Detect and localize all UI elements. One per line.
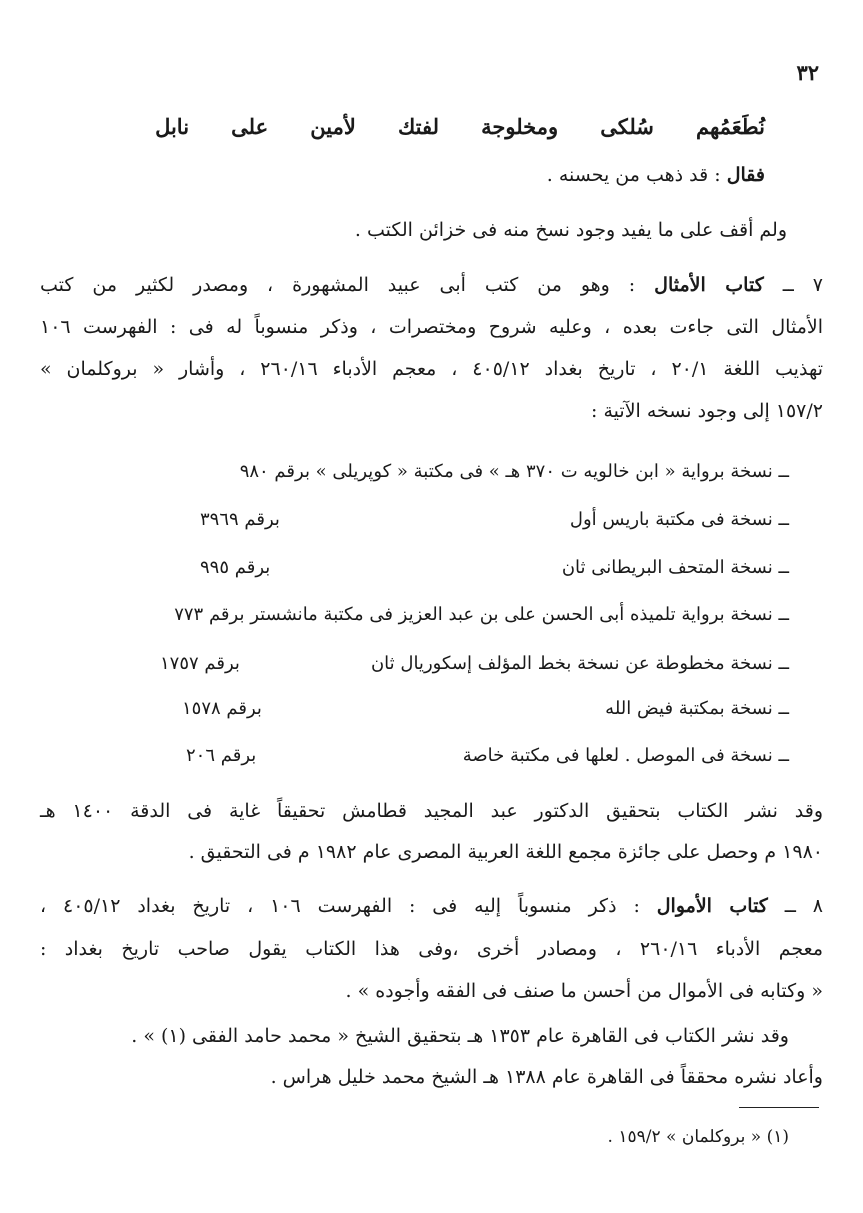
copy-item-number: برقم ٣٩٦٩ <box>200 509 280 530</box>
copy-item-source: ــ نسخة المتحف البريطانى ثان <box>561 557 789 578</box>
footnote-divider <box>739 1107 819 1108</box>
qal-label: فقال <box>726 164 765 186</box>
copy-item-source: ــ نسخة برواية « ابن خالويه ت ٣٧٠ هـ » فى مكتبة « كوپريلى » برقم ٩٨٠ <box>239 461 789 482</box>
verse-word: نُطَعَمُهم <box>696 114 765 139</box>
verse-word: لفتك <box>397 114 440 139</box>
copy-item-number: برقم ٩٩٥ <box>200 557 271 578</box>
section8-publish-2: وأعاد نشره محققاً فى القاهرة عام ١٣٨٨ هـ الشيخ محمد خليل هراس . <box>270 1066 823 1088</box>
section7-line-3: تهذيب اللغة ٢٠/١ ، تاريخ بغداد ٤٠٥/١٢ ، معجم الأدباء ٢٦٠/١٦ ، وأشار « بروكلمان » <box>40 358 823 380</box>
section8-publish-1: وقد نشر الكتاب فى القاهرة عام ١٣٥٣ هـ بتحقيق الشيخ « محمد حامد الفقى (١) » . <box>131 1025 789 1047</box>
copy-item-number: برقم ٢٠٦ <box>186 745 257 766</box>
verse-word: ومخلوجة <box>481 114 559 139</box>
poetry-verse <box>155 112 765 142</box>
copy-item-source: ــ نسخة برواية تلميذه أبى الحسن على بن عبد العزيز فى مكتبة مانشستر برقم ٧٧٣ <box>174 604 789 625</box>
verse-word: سُلكى <box>600 114 654 139</box>
section7-publish-1: وقد نشر الكتاب بتحقيق الدكتور عبد المجيد قطامش تحقيقاً غاية فى الدقة ١٤٠٠ هـ <box>40 800 823 822</box>
no-copies-line: ولم أقف على ما يفيد وجود نسخ منه فى خزائن الكتب . <box>354 219 787 241</box>
copy-item-number: برقم ١٥٧٨ <box>182 698 262 719</box>
qal-line <box>547 161 765 189</box>
section7-title: كتاب الأمثال <box>654 274 764 296</box>
section7-line-4: ١٥٧/٢ إلى وجود نسخه الآتية : <box>591 400 823 422</box>
section8-line-1-text: : ذكر منسوباً إليه فى : الفهرست ١٠٦ ، تاريخ بغداد ٤٠٥/١٢ ، <box>40 895 640 917</box>
section8-number: ٨ ــ <box>784 895 823 917</box>
verse-word: نابل <box>155 114 190 139</box>
verse-word: لأمين <box>310 114 356 139</box>
section7-publish-2: ١٩٨٠ م وحصل على جائزة مجمع اللغة العربية المصرى عام ١٩٨٢ م فى التحقيق . <box>188 841 823 863</box>
copy-item-source: ــ نسخة فى مكتبة باريس أول <box>569 509 789 530</box>
section8-line-3: « وكتابه فى الأموال من أحسن ما صنف فى الفقه وأجوده » . <box>345 980 823 1002</box>
section8-line-2: معجم الأدباء ٢٦٠/١٦ ، ومصادر أخرى ،وفى هذا الكتاب يقول صاحب تاريخ بغداد : <box>40 938 823 960</box>
section7-line-1 <box>40 271 823 299</box>
footnote: (١) « بروكلمان » ١٥٩/٢ . <box>607 1127 789 1147</box>
copy-item-source: ــ نسخة بمكتبة فيض الله <box>605 698 789 719</box>
section7-line-2: الأمثال التى جاءت بعده ، وعليه شروح ومختصرات ، وذكر منسوباً له فى : الفهرست ١٠٦ <box>40 316 823 338</box>
section7-number: ٧ ــ <box>782 274 823 296</box>
copy-item-source: ــ نسخة فى الموصل . لعلها فى مكتبة خاصة <box>462 745 789 766</box>
copy-item-number: برقم ١٧٥٧ <box>160 653 240 674</box>
section8-title: كتاب الأموال <box>656 895 768 917</box>
qal-text: : قد ذهب من يحسنه . <box>546 164 721 186</box>
page-number: ٣٢ <box>796 60 819 85</box>
copy-item-source: ــ نسخة مخطوطة عن نسخة بخط المؤلف إسكوريال ثان <box>370 653 789 674</box>
verse-word: على <box>231 114 269 139</box>
section7-line-1-text: : وهو من كتب أبى عبيد المشهورة ، ومصدر لكثير من كتب <box>40 274 636 296</box>
section8-line-1 <box>40 892 823 920</box>
